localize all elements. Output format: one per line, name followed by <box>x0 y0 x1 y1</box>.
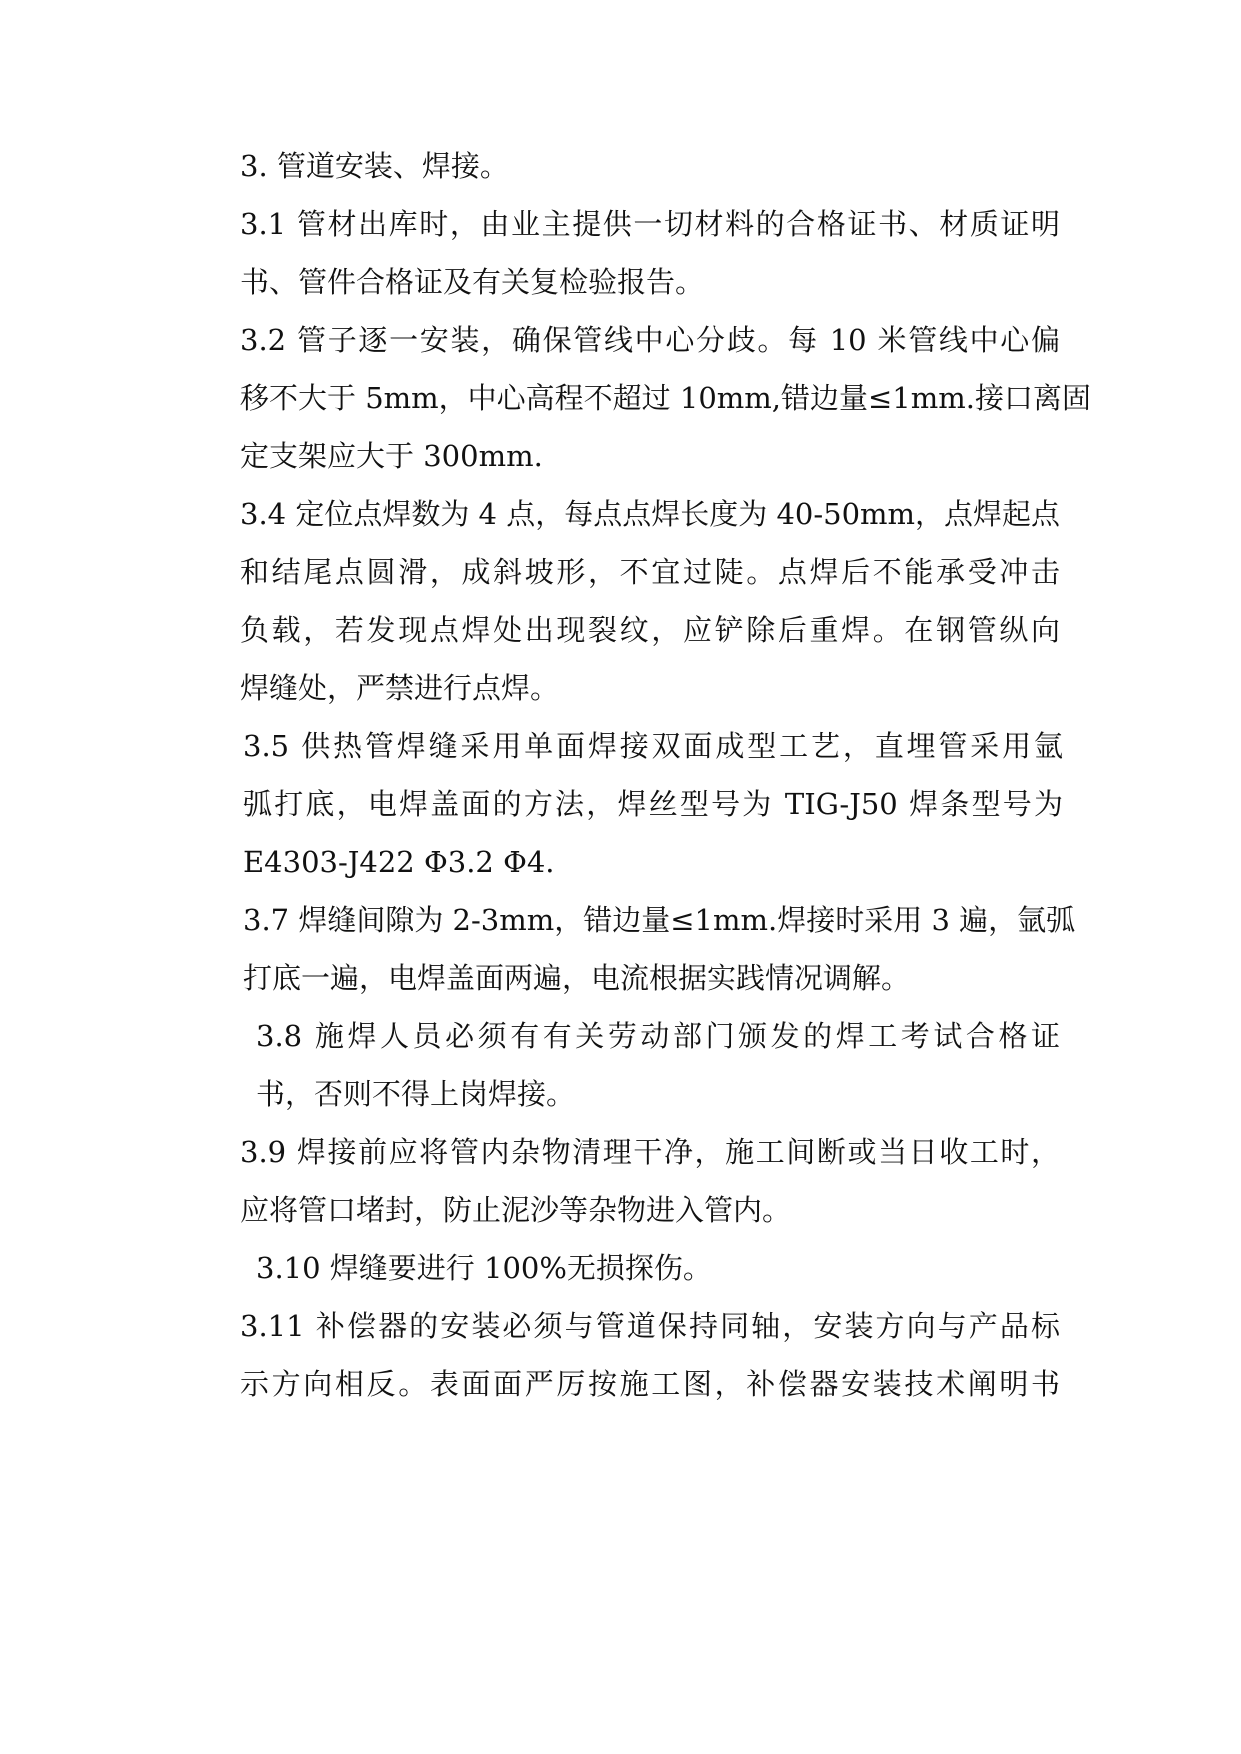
text-line: 3. 管道安装、焊接。 <box>240 149 509 183</box>
text-line: 3.10 焊缝要进行 100%无损探伤。 <box>256 1251 712 1285</box>
text-line: E4303-J422 Φ3.2 Φ4. <box>243 845 555 879</box>
text-line: 3.9 焊接前应将管内杂物清理干净，施工间断或当日收工时， <box>240 1135 1060 1169</box>
text-line: 应将管口堵封，防止泥沙等杂物进入管内。 <box>240 1193 792 1227</box>
text-line: 移不大于 5mm，中心高程不超过 10mm,错边量≤1mm.接口离固 <box>240 381 1091 415</box>
text-line: 3.4 定位点焊数为 4 点，每点点焊长度为 40-50mm，点焊起点 <box>240 497 1061 531</box>
text-line: 3.1 管材出库时，由业主提供一切材料的合格证书、材质证明 <box>240 207 1060 241</box>
text-line: 定支架应大于 300mm. <box>240 439 543 473</box>
text-line: 3.5 供热管焊缝采用单面焊接双面成型工艺，直埋管采用氩 <box>243 729 1063 763</box>
text-line: 负载，若发现点焊处出现裂纹，应铲除后重焊。在钢管纵向 <box>240 613 1060 647</box>
text-line: 3.2 管子逐一安装，确保管线中心分歧。每 10 米管线中心偏 <box>240 323 1060 357</box>
text-line: 打底一遍，电焊盖面两遍，电流根据实践情况调解。 <box>243 961 911 995</box>
text-line: 弧打底，电焊盖面的方法，焊丝型号为 TIG-J50 焊条型号为 <box>243 787 1063 821</box>
text-line: 示方向相反。表面面严厉按施工图，补偿器安装技术阐明书 <box>240 1367 1060 1401</box>
text-line: 3.11 补偿器的安装必须与管道保持同轴，安装方向与产品标 <box>240 1309 1060 1343</box>
text-line: 焊缝处，严禁进行点焊。 <box>240 671 560 705</box>
text-line: 3.7 焊缝间隙为 2-3mm，错边量≤1mm.焊接时采用 3 遍，氩弧 <box>243 903 1076 937</box>
text-line: 3.8 施焊人员必须有有关劳动部门颁发的焊工考试合格证 <box>256 1019 1060 1053</box>
text-line: 和结尾点圆滑，成斜坡形，不宜过陡。点焊后不能承受冲击 <box>240 555 1060 589</box>
text-line: 书、管件合格证及有关复检验报告。 <box>240 265 705 299</box>
text-line: 书，否则不得上岗焊接。 <box>256 1077 576 1111</box>
